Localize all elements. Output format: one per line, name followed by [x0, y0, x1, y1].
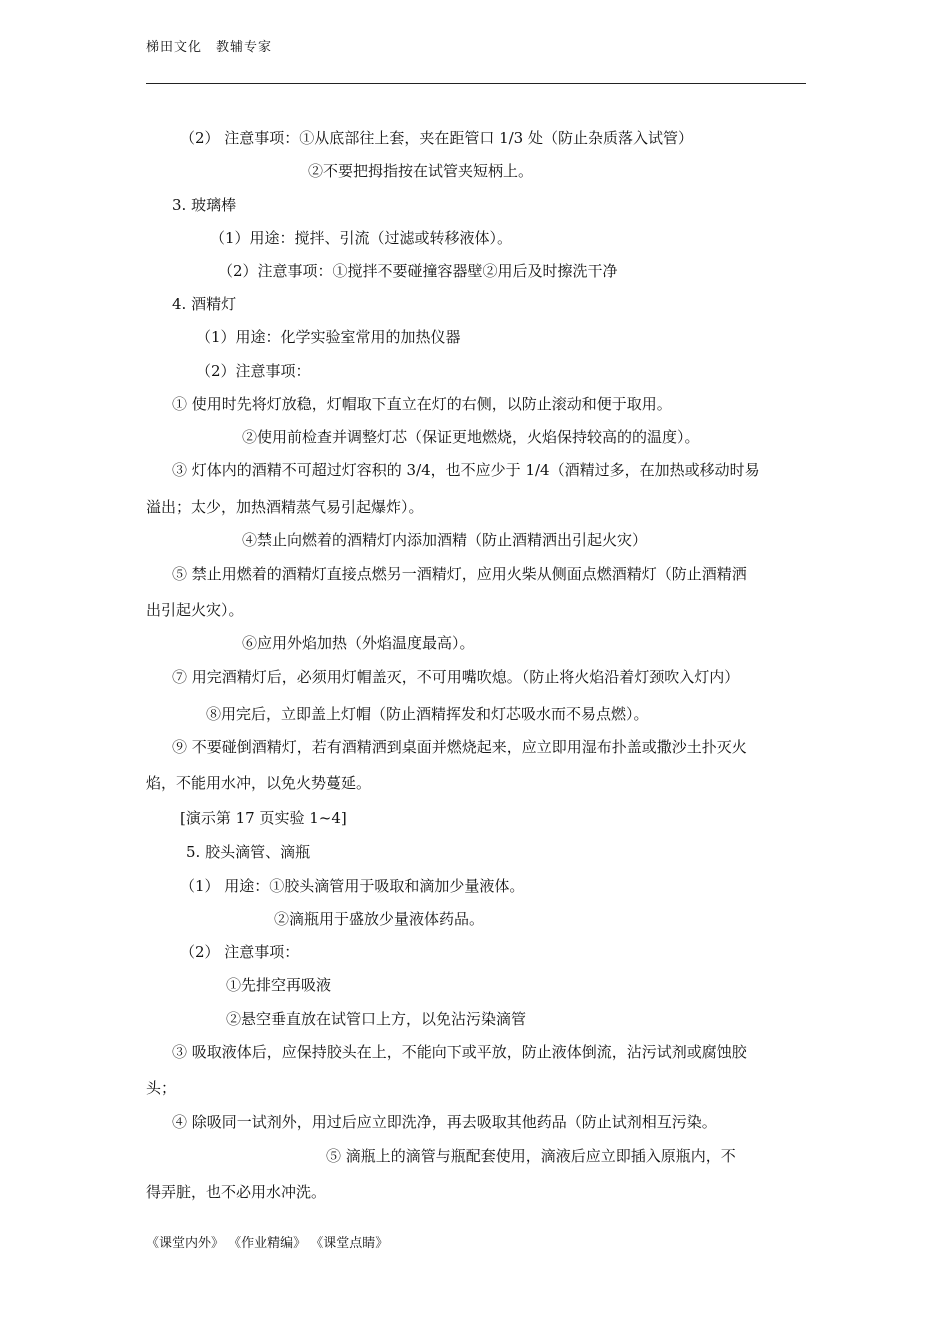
- text-line: ⑤ 滴瓶上的滴管与瓶配套使用，滴液后应立即插入原瓶内，不: [326, 1147, 736, 1165]
- text-line: 头；: [146, 1079, 177, 1097]
- text-line: 得弄脏，也不必用水冲洗。: [146, 1183, 327, 1201]
- text-line: 出引起火灾）。: [146, 601, 244, 619]
- section-heading: 5. 胶头滴管、滴瓶: [186, 843, 311, 861]
- text-line: ①先排空再吸液: [226, 976, 332, 994]
- text-line: 溢出；太少，加热酒精蒸气易引起爆炸）。: [146, 498, 424, 516]
- text-line: ① 使用时先将灯放稳，灯帽取下直立在灯的右侧，以防止滚动和便于取用。: [172, 395, 672, 413]
- text-line: （1）用途：化学实验室常用的加热仪器: [196, 328, 461, 346]
- text-line: ②悬空垂直放在试管口上方，以免沾污染滴管: [226, 1010, 527, 1028]
- text-line: ⑥应用外焰加热（外焰温度最高）。: [242, 634, 475, 652]
- text-line: ⑧用完后，立即盖上灯帽（防止酒精挥发和灯芯吸水而不易点燃）。: [206, 705, 649, 723]
- text-line: ⑦ 用完酒精灯后，必须用灯帽盖灭，不可用嘴吹熄。（防止将火焰沿着灯颈吹入灯内）: [172, 668, 740, 686]
- text-line: ③ 灯体内的酒精不可超过灯容积的 3/4，也不应少于 1/4（酒精过多，在加热或移动时易: [172, 461, 760, 479]
- text-line: （2） 注意事项：①从底部往上套，夹在距管口 1/3 处（防止杂质落入试管）: [180, 129, 693, 147]
- text-line: ②使用前检查并调整灯芯（保证更地燃烧，火焰保持较高的的温度）。: [242, 428, 700, 446]
- text-line: （2）注意事项：: [196, 362, 311, 380]
- text-line: （1） 用途：①胶头滴管用于吸取和滴加少量液体。: [180, 877, 525, 895]
- section-heading: 3. 玻璃棒: [172, 196, 237, 214]
- header-divider: [146, 83, 806, 84]
- text-line: （1）用途：搅拌、引流（过滤或转移液体）。: [210, 229, 513, 247]
- text-line: ②滴瓶用于盛放少量液体药品。: [274, 910, 485, 928]
- text-line: （2）注意事项：①搅拌不要碰撞容器壁②用后及时擦洗干净: [218, 262, 618, 280]
- text-line: ⑨ 不要碰倒酒精灯，若有酒精洒到桌面并燃烧起来，应立即用湿布扑盖或撒沙土扑灭火: [172, 738, 747, 756]
- text-line: ⑤ 禁止用燃着的酒精灯直接点燃另一酒精灯，应用火柴从侧面点燃酒精灯（防止酒精洒: [172, 565, 747, 583]
- page-footer: 《课堂内外》 《作业精编》 《课堂点睛》: [146, 1236, 389, 1251]
- text-line: ③ 吸取液体后，应保持胶头在上，不能向下或平放，防止液体倒流，沾污试剂或腐蚀胶: [172, 1043, 747, 1061]
- text-line: ②不要把拇指按在试管夹短柄上。: [308, 162, 534, 180]
- text-line: ④ 除吸同一试剂外，用过后应立即洗净，再去吸取其他药品（防止试剂相互污染。: [172, 1113, 717, 1131]
- page-header: 梯田文化 教辅专家: [146, 40, 273, 55]
- text-line: 焰，不能用水冲，以免火势蔓延。: [146, 774, 372, 792]
- text-line: [演示第 17 页实验 1~4]: [180, 809, 347, 827]
- text-line: ④禁止向燃着的酒精灯内添加酒精（防止酒精洒出引起火灾）: [242, 531, 648, 549]
- text-line: （2） 注意事项：: [180, 943, 300, 961]
- section-heading: 4. 酒精灯: [172, 295, 237, 313]
